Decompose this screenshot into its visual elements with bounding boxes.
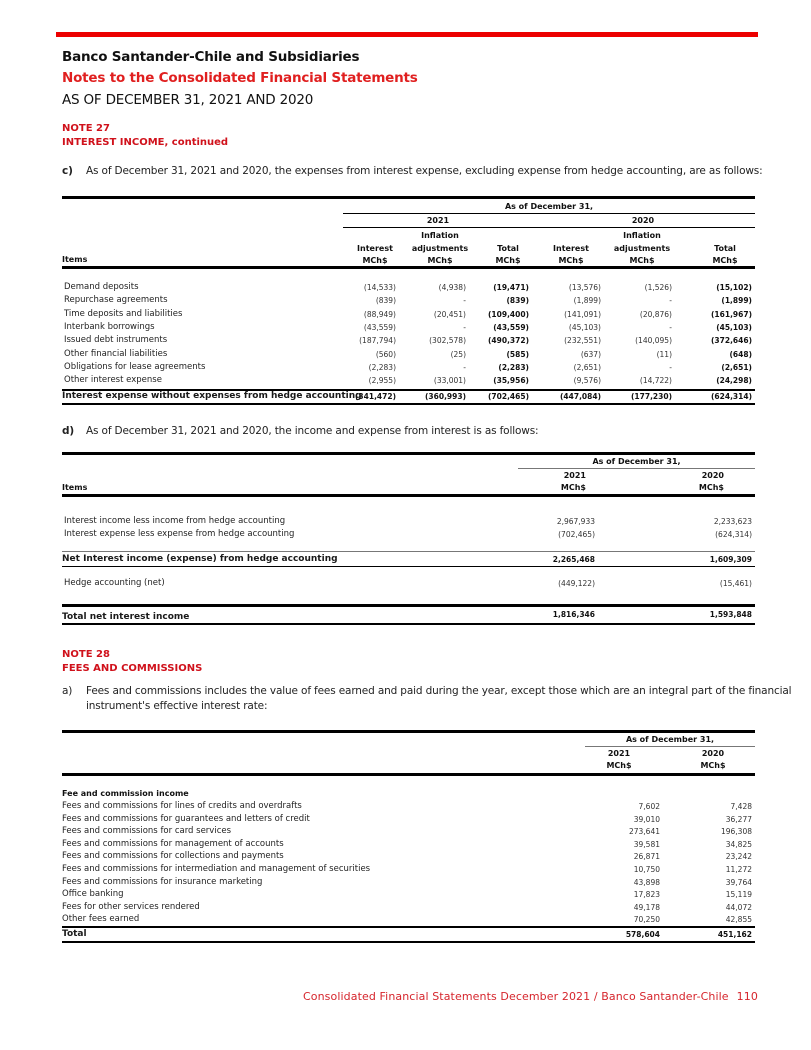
section-c-paragraph [62,164,763,179]
table-top-rule [62,196,755,199]
net-bottom-rule [62,566,755,567]
total-column-cell: (161,967) [710,309,752,319]
col-header-2021: 2021 MCh$ [560,471,586,492]
table-cell: (20,451) [433,309,466,319]
total-row-label: Total [62,929,87,939]
table-cell: (560) [375,349,396,359]
cell-2020: 11,272 [725,865,752,874]
cell-2020: 15,119 [725,890,752,900]
page-number: 110 [736,990,758,1003]
table-cell: (140,095) [635,336,672,346]
table-cell: (637) [580,349,601,359]
table-cell: (13,576) [568,283,601,292]
year-2021-header: 2021 [426,216,450,225]
cell-2021: 10,750 [633,865,660,874]
cell-2020: 39,764 [725,877,752,887]
col-header-total-2021: Total MCh$ [495,243,521,265]
total-column-cell: (43,559) [493,322,529,332]
col-header-interest-2020: Interest MCh$ [553,243,589,265]
group-header: As of December 31, [625,735,715,744]
cell-2020: 42,855 [725,915,752,925]
total-column-cell: (109,400) [487,309,529,319]
items-header: Items [62,483,88,492]
table-cell: (141,091) [564,309,601,319]
row-label: Fees and commissions for card services [62,826,232,837]
top-red-bar [56,32,758,37]
cell-2021: 39,010 [633,814,660,824]
row-label: Obligations for lease agreements [64,361,206,372]
cell-2021: 273,641 [628,827,660,837]
total-bottom-rule [62,403,755,405]
total-top-rule [62,926,755,928]
net-top-rule [62,551,755,552]
total-top-rule [62,604,755,607]
note-title: INTEREST INCOME, continued [62,137,229,148]
total-bottom-rule [62,941,755,943]
header-bottom-rule [62,266,755,269]
cell-2020: 7,428 [730,802,752,811]
note-number: NOTE 27 [62,123,110,134]
total-column-cell: (24,298) [716,376,752,386]
group-rule [518,468,755,469]
hedge-2021: (449,122) [558,579,595,588]
table-cell: (4,938) [438,283,466,292]
group-header: As of December 31, [504,202,594,211]
company-name: Banco Santander-Chile and Subsidiaries [62,49,360,65]
total-column-cell: (372,646) [710,336,752,346]
row-label: Interest income less income from hedge accounting [64,516,286,526]
section-text-line2: instrument's effective interest rate: [86,700,268,712]
total-cell: (177,230) [630,392,672,401]
header-bottom-rule [62,494,755,497]
row-label: Other financial liabilities [64,348,168,359]
col-header-total-2020: Total MCh$ [712,243,738,265]
cell-2020: 44,072 [725,902,752,912]
table-cell: (43,559) [363,322,396,332]
table-cell: (2,283) [368,362,396,372]
row-label: Issued debt instruments [64,335,168,346]
items-header: Items [62,255,88,264]
table-cell: (1,526) [644,283,672,292]
section-label: c) [62,165,73,177]
row-label: Other interest expense [64,375,162,386]
total-row-label: Interest expense without expenses from hedge accounting [62,391,362,401]
group-rule [585,746,755,747]
group-header: As of December 31, [592,457,681,466]
section-text-line1: Fees and commissions includes the value of fees earned and paid during the year, except those which are an integral part of the financial [86,685,792,697]
section-text: As of December 31, 2021 and 2020, the expenses from interest expense, excluding expense from hedge accounting, are as follows: [86,165,763,177]
year-2020-header: 2020 [631,216,655,225]
row-label: Fees and commissions for collections and payments [62,851,284,862]
section-d-paragraph [62,424,538,439]
row-label: Fees and commissions for guarantees and letters of credit [62,813,310,824]
table-cell: (9,576) [573,376,601,386]
total-cell: (341,472) [354,392,396,401]
section-label: d) [62,425,75,437]
table-cell: (20,876) [639,309,672,319]
row-label: Fees and commissions for intermediation and management of securities [62,864,371,874]
col-header-interest-2021: Interest MCh$ [357,243,393,265]
col-header-inflation-2020: Inflation adjustments MCh$ [613,231,671,265]
table-cell: - [669,362,672,372]
cell-2021: 7,602 [638,802,660,811]
net-2020: 1,609,309 [709,555,752,564]
table-cell: (45,103) [568,322,601,332]
table-cell: (187,794) [359,336,396,346]
row-label: Interbank borrowings [64,321,155,332]
total-column-cell: (45,103) [716,322,752,332]
row-label: Fees and commissions for lines of credits and overdrafts [62,801,302,811]
header-bottom-rule [62,773,755,776]
section-label: a) [62,685,73,697]
table-cell: - [463,362,466,372]
table-cell: (2,955) [368,376,396,386]
note-number: NOTE 28 [62,649,110,660]
table-cell: (2,651) [573,362,601,372]
total-cell: (447,084) [559,392,601,401]
total-column-cell: (490,372) [487,336,529,346]
col-header-inflation-2021: Inflation adjustments MCh$ [411,231,469,265]
col-header-2021: 2021 MCh$ [606,749,632,770]
net-2021: 2,265,468 [552,555,595,564]
row-label: Hedge accounting (net) [64,578,165,588]
total-bottom-rule [62,623,755,625]
cell-2021: 70,250 [633,915,660,925]
row-label: Other fees earned [62,914,140,925]
table-top-rule [62,730,755,733]
cell-2020: 34,825 [725,839,752,849]
cell-2020: 23,242 [725,852,752,862]
cell-2020: 2,233,623 [713,517,752,526]
cell-2021: 43,898 [633,877,660,887]
cell-2021: 26,871 [633,852,660,862]
total-column-cell: (1,899) [721,296,752,306]
row-label: Interest expense less expense from hedge accounting [64,529,295,539]
table-cell: (25) [450,349,466,359]
total-2020: 451,162 [717,930,752,939]
table-cell: - [669,296,672,306]
cell-2021: 49,178 [633,902,660,912]
total-column-cell: (648) [729,349,752,359]
table-top-rule [62,452,755,455]
table-cell: (11) [656,349,672,359]
cell-2021: (702,465) [558,530,595,539]
table-cell: (302,578) [429,336,466,346]
table-cell: - [463,296,466,306]
total-2021: 578,604 [625,930,660,939]
cell-2020: 196,308 [720,827,752,837]
col-header-2020: 2020 MCh$ [700,749,726,770]
net-row-label: Net Interest income (expense) from hedge accounting [62,554,338,564]
total-column-cell: (2,651) [721,362,752,372]
row-label: Fees for other services rendered [62,901,200,912]
hedge-2020: (15,461) [719,579,752,588]
total-2021: 1,816,346 [552,610,595,619]
table-cell: (232,551) [564,336,601,346]
table-cell: (14,533) [363,283,396,292]
total-cell: (702,465) [487,392,529,401]
table-cell: (1,899) [573,296,601,306]
cell-2021: 2,967,933 [556,517,595,526]
table-cell: - [669,322,672,332]
page-footer [303,990,758,1003]
col-header-2020: 2020 MCh$ [698,471,724,492]
section-title: Fee and commission income [62,789,189,798]
note-27-heading [62,122,228,150]
total-cell: (624,314) [710,392,752,401]
row-label: Demand deposits [64,282,139,292]
row-label: Time deposits and liabilities [64,308,183,319]
table-cell: (88,949) [363,309,396,319]
row-label: Fees and commissions for insurance marketing [62,876,263,887]
row-label: Repurchase agreements [64,295,168,306]
total-2020: 1,593,848 [709,610,752,619]
table-cell: (33,001) [433,376,466,386]
total-column-cell: (15,102) [716,283,752,292]
row-label: Fees and commissions for management of accounts [62,838,284,849]
total-column-cell: (839) [506,296,529,306]
section-text: As of December 31, 2021 and 2020, the income and expense from interest is as follows: [86,425,539,437]
total-cell: (360,993) [424,392,466,401]
total-column-cell: (2,283) [498,362,529,372]
total-column-cell: (19,471) [493,283,529,292]
table-cell: (839) [375,296,396,306]
document-subtitle: Notes to the Consolidated Financial Statements [62,70,418,86]
cell-2021: 17,823 [633,890,660,900]
section-a-paragraph [62,684,791,714]
group-rule [343,213,755,214]
total-row-label: Total net interest income [62,612,190,622]
cell-2021: 39,581 [633,839,660,849]
table-cell: - [463,322,466,332]
table-cell: (14,722) [639,376,672,386]
year-rule [343,227,755,228]
cell-2020: 36,277 [725,814,752,824]
note-28-heading [62,648,202,676]
cell-2020: (624,314) [715,530,752,539]
row-label: Office banking [62,889,124,900]
note-title: FEES AND COMMISSIONS [62,663,203,674]
total-column-cell: (585) [506,349,529,359]
document-period: AS OF DECEMBER 31, 2021 AND 2020 [62,92,314,108]
total-column-cell: (35,956) [493,376,529,386]
footer-text: Consolidated Financial Statements December 2021 / Banco Santander-Chile [303,990,729,1003]
